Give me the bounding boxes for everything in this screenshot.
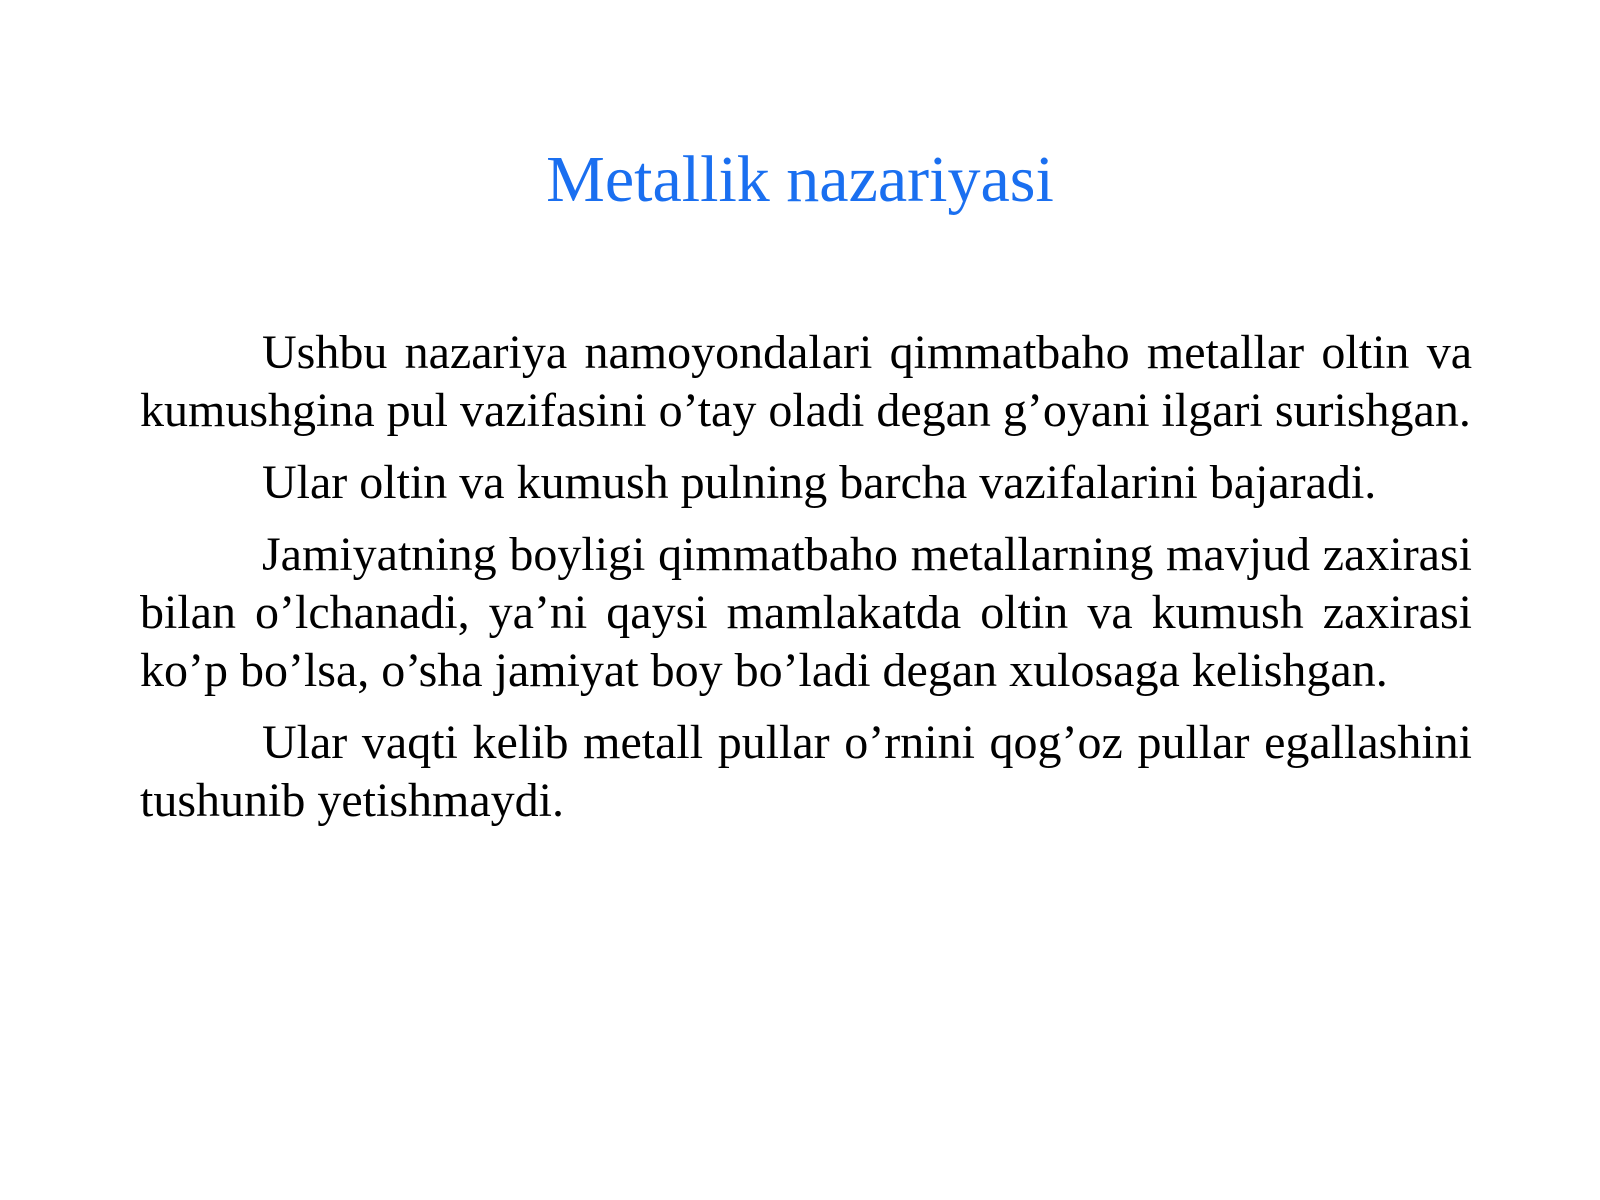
paragraph-2: Ular oltin va kumush pulning barcha vazifalarini bajaradi. — [262, 456, 1377, 509]
slide-title: Metallik nazariyasi — [546, 143, 1054, 216]
paragraph-4: Ular vaqti kelib metall pullar o’rnini qog’oz pullar egallashini tushunib yetishmaydi. — [140, 716, 1472, 827]
slide-body — [140, 324, 1472, 844]
paragraph-3: Jamiyatning boyligi qimmatbaho metallarning mavjud zaxirasi bilan o’lchanadi, ya’ni qaysi mamlakatda oltin va kumush zaxirasi ko’p bo’lsa, o’sha jamiyat boy bo’ladi degan xulosaga kelishgan. — [140, 528, 1472, 697]
paragraph-1: Ushbu nazariya namoyondalari qimmatbaho metallar oltin va kumushgina pul vazifasini o’tay oladi degan g’oyani ilgari surishgan. — [140, 326, 1472, 437]
